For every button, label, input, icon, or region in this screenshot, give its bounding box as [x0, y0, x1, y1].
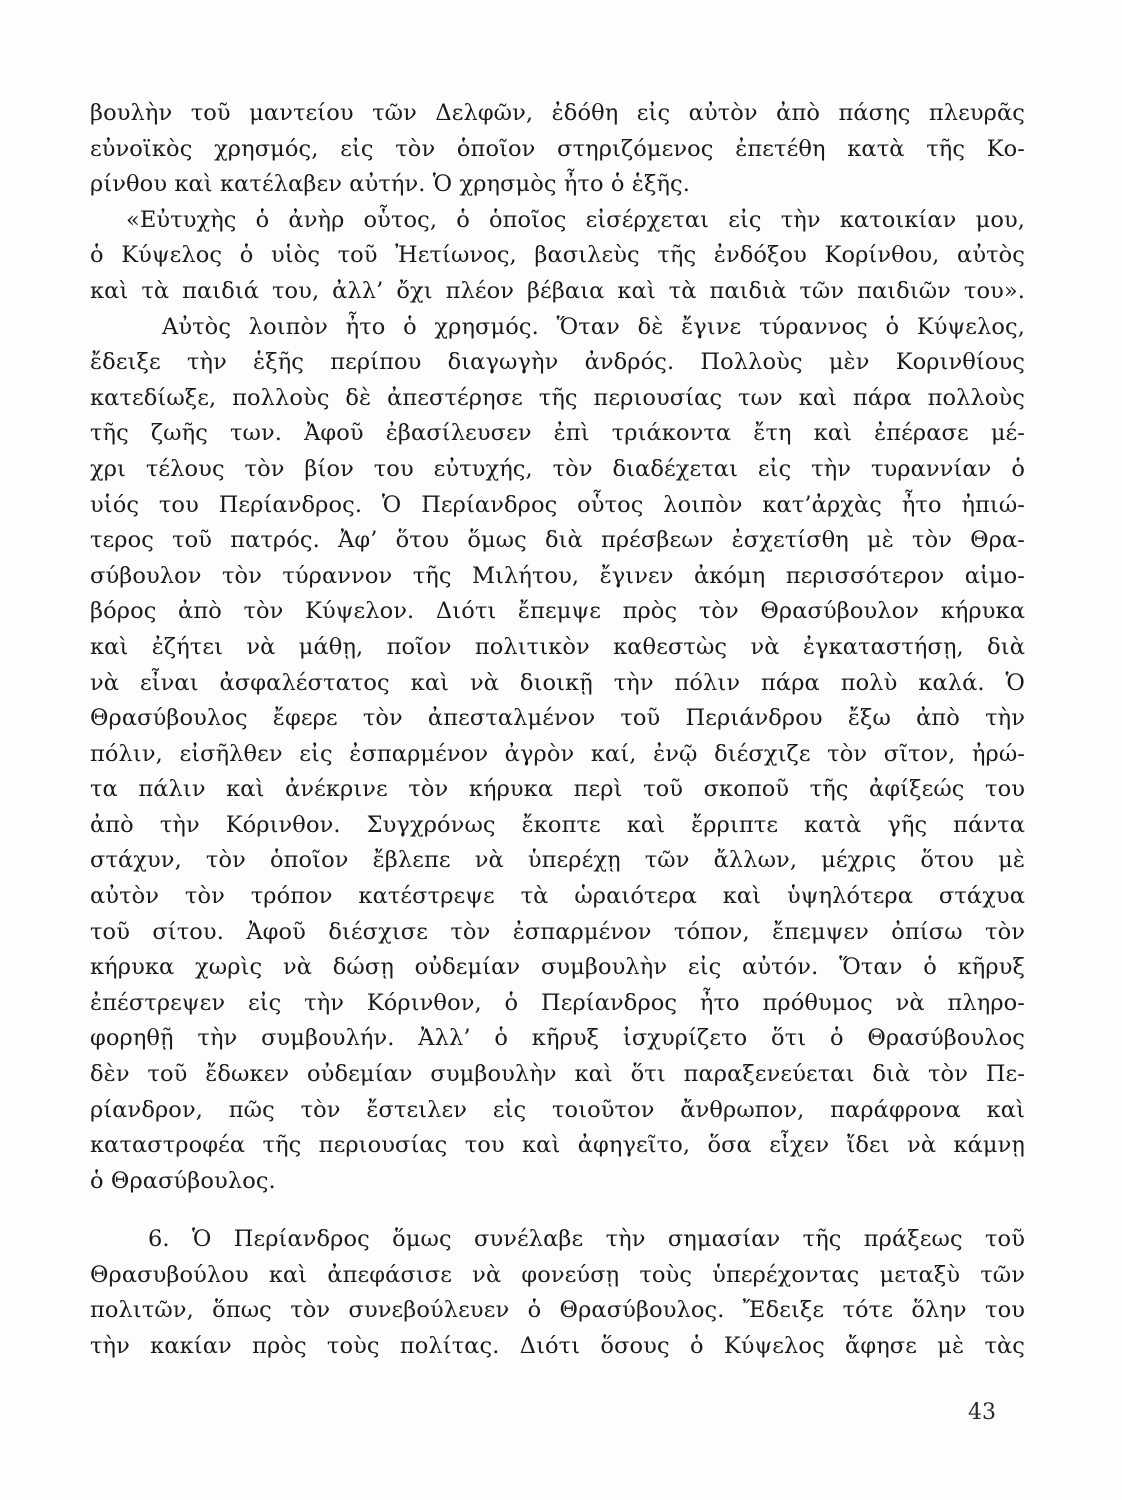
text-line: στάχυν, τὸν ὁποῖον ἔβλεπε νὰ ὑπερέχῃ τῶν ἄλλων, μέχρις ὅτου μὲ	[90, 847, 1025, 874]
section-6-text-block	[90, 1222, 1025, 1364]
text-line: ἀπὸ τὴν Κόρινθον. Συγχρόνως ἔκοπτε καὶ ἔρριπτε κατὰ γῆς πάντα	[90, 811, 1025, 838]
text-line: τὴν κακίαν πρὸς τοὺς πολίτας. Διότι ὅσους ὁ Κύψελος ἄφησε μὲ τὰς	[90, 1332, 1025, 1359]
text-line: φορηθῇ τὴν συμβουλήν. Ἀλλ’ ὁ κῆρυξ ἰσχυρίζετο ὅτι ὁ Θρασύβουλος	[90, 1025, 1025, 1052]
text-line: τερος τοῦ πατρός. Ἀφ’ ὅτου ὅμως διὰ πρέσβεων ἐσχετίσθη μὲ τὸν Θρα-	[90, 527, 1025, 554]
text-line: καὶ τὰ παιδιά του, ἀλλ’ ὄχι πλέον βέβαια καὶ τὰ παιδιὰ τῶν παιδιῶν του».	[90, 277, 1025, 304]
text-line: ὁ Κύψελος ὁ υἱὸς τοῦ Ἠετίωνος, βασιλεὺς τῆς ἐνδόξου Κορίνθου, αὐτὸς	[90, 242, 1025, 269]
text-line: Θρασύβουλος ἔφερε τὸν ἀπεσταλμένον τοῦ Περιάνδρου ἔξω ἀπὸ τὴν	[90, 705, 1025, 732]
text-line: Θρασυβούλου καὶ ἀπεφάσισε νὰ φονεύσῃ τοὺς ὑπερέχοντας μεταξὺ τῶν	[90, 1261, 1025, 1288]
text-line: χρι τέλους τὸν βίον του εὐτυχής, τὸν διαδέχεται εἰς τὴν τυραννίαν ὁ	[90, 455, 1025, 482]
text-line: βουλὴν τοῦ μαντείου τῶν Δελφῶν, ἐδόθη εἰς αὐτὸν ἀπὸ πάσης πλευρᾶς	[90, 100, 1025, 126]
text-line: ὁ Θρασύβουλος.	[90, 1167, 276, 1194]
text-line: εὐνοϊκὸς χρησμός, εἰς τὸν ὁποῖον στηριζόμενος ἐπετέθη κατὰ τῆς Κο-	[90, 135, 1025, 162]
text-line: πολιτῶν, ὅπως τὸν συνεβούλευεν ὁ Θρασύβουλος. Ἔδειξε τότε ὅλην του	[90, 1297, 1025, 1324]
text-line: τα πάλιν καὶ ἀνέκρινε τὸν κήρυκα περὶ τοῦ σκοποῦ τῆς ἀφίξεώς του	[90, 776, 1025, 803]
text-line: πόλιν, εἰσῆλθεν εἰς ἐσπαρμένον ἀγρὸν καί, ἐνῷ διέσχιζε τὸν σῖτον, ἠρώ-	[90, 740, 1025, 767]
text-line: κήρυκα χωρὶς νὰ δώσῃ οὐδεμίαν συμβουλὴν εἰς αὐτόν. Ὅταν ὁ κῆρυξ	[90, 954, 1025, 981]
text-line: ἔδειξε τὴν ἑξῆς περίπου διαγωγὴν ἀνδρός. Πολλοὺς μὲν Κορινθίους	[90, 349, 1025, 376]
text-line: «Εὐτυχὴς ὁ ἀνὴρ οὗτος, ὁ ὁποῖος εἰσέρχεται εἰς τὴν κατοικίαν μου,	[126, 206, 1025, 233]
text-line: σύβουλον τὸν τύραννον τῆς Μιλήτου, ἔγινεν ἀκόμη περισσότερον αἱμο-	[90, 562, 1025, 589]
text-line: καταστροφέα τῆς περιουσίας του καὶ ἀφηγεῖτο, ὅσα εἶχεν ἴδει νὰ κάμνῃ	[90, 1132, 1025, 1159]
text-line: ἐπέστρεψεν εἰς τὴν Κόρινθον, ὁ Περίανδρος ἦτο πρόθυμος νὰ πληρο-	[90, 989, 1025, 1016]
page-number: 43	[968, 1400, 996, 1425]
text-line: ρίνθου καὶ κατέλαβεν αὐτήν. Ὁ χρησμὸς ἦτο ὁ ἑξῆς.	[90, 171, 691, 198]
text-line: ρίανδρον, πῶς τὸν ἔστειλεν εἰς τοιοῦτον ἄνθρωπον, παράφρονα καὶ	[90, 1096, 1025, 1123]
text-line: τοῦ σίτου. Ἀφοῦ διέσχισε τὸν ἐσπαρμένον τόπον, ἔπεμψεν ὀπίσω τὸν	[90, 918, 1025, 945]
text-line: νὰ εἶναι ἀσφαλέστατος καὶ νὰ διοικῇ τὴν πόλιν πάρα πολὺ καλά. Ὁ	[90, 669, 1025, 696]
text-line: αὐτὸν τὸν τρόπον κατέστρεψε τὰ ὡραιότερα καὶ ὑψηλότερα στάχυα	[90, 883, 1025, 910]
text-line: κατεδίωξε, πολλοὺς δὲ ἀπεστέρησε τῆς περιουσίας των καὶ πάρα πολλοὺς	[90, 384, 1025, 411]
text-line: τῆς ζωῆς των. Ἀφοῦ ἐβασίλευσεν ἐπὶ τριάκοντα ἔτη καὶ ἐπέρασε μέ-	[90, 420, 1025, 447]
text-line: βόρος ἀπὸ τὸν Κύψελον. Διότι ἔπεμψε πρὸς τὸν Θρασύβουλον κήρυκα	[90, 598, 1025, 625]
text-line: υἱός του Περίανδρος. Ὁ Περίανδρος οὗτος λοιπὸν κατ’ἀρχὰς ἦτο ἠπιώ-	[90, 491, 1025, 518]
main-text-block	[90, 96, 1025, 1199]
text-line: 6. Ὁ Περίανδρος ὅμως συνέλαβε τὴν σημασίαν τῆς πράξεως τοῦ	[148, 1226, 1025, 1252]
text-line: δὲν τοῦ ἔδωκεν οὐδεμίαν συμβουλὴν καὶ ὅτι παραξενεύεται διὰ τὸν Πε-	[90, 1061, 1025, 1088]
text-line: Αὐτὸς λοιπὸν ἦτο ὁ χρησμός. Ὅταν δὲ ἔγινε τύραννος ὁ Κύψελος,	[162, 313, 1025, 340]
text-line: καὶ ἐζήτει νὰ μάθῃ, ποῖον πολιτικὸν καθεστὼς νὰ ἐγκαταστήσῃ, διὰ	[90, 633, 1025, 660]
